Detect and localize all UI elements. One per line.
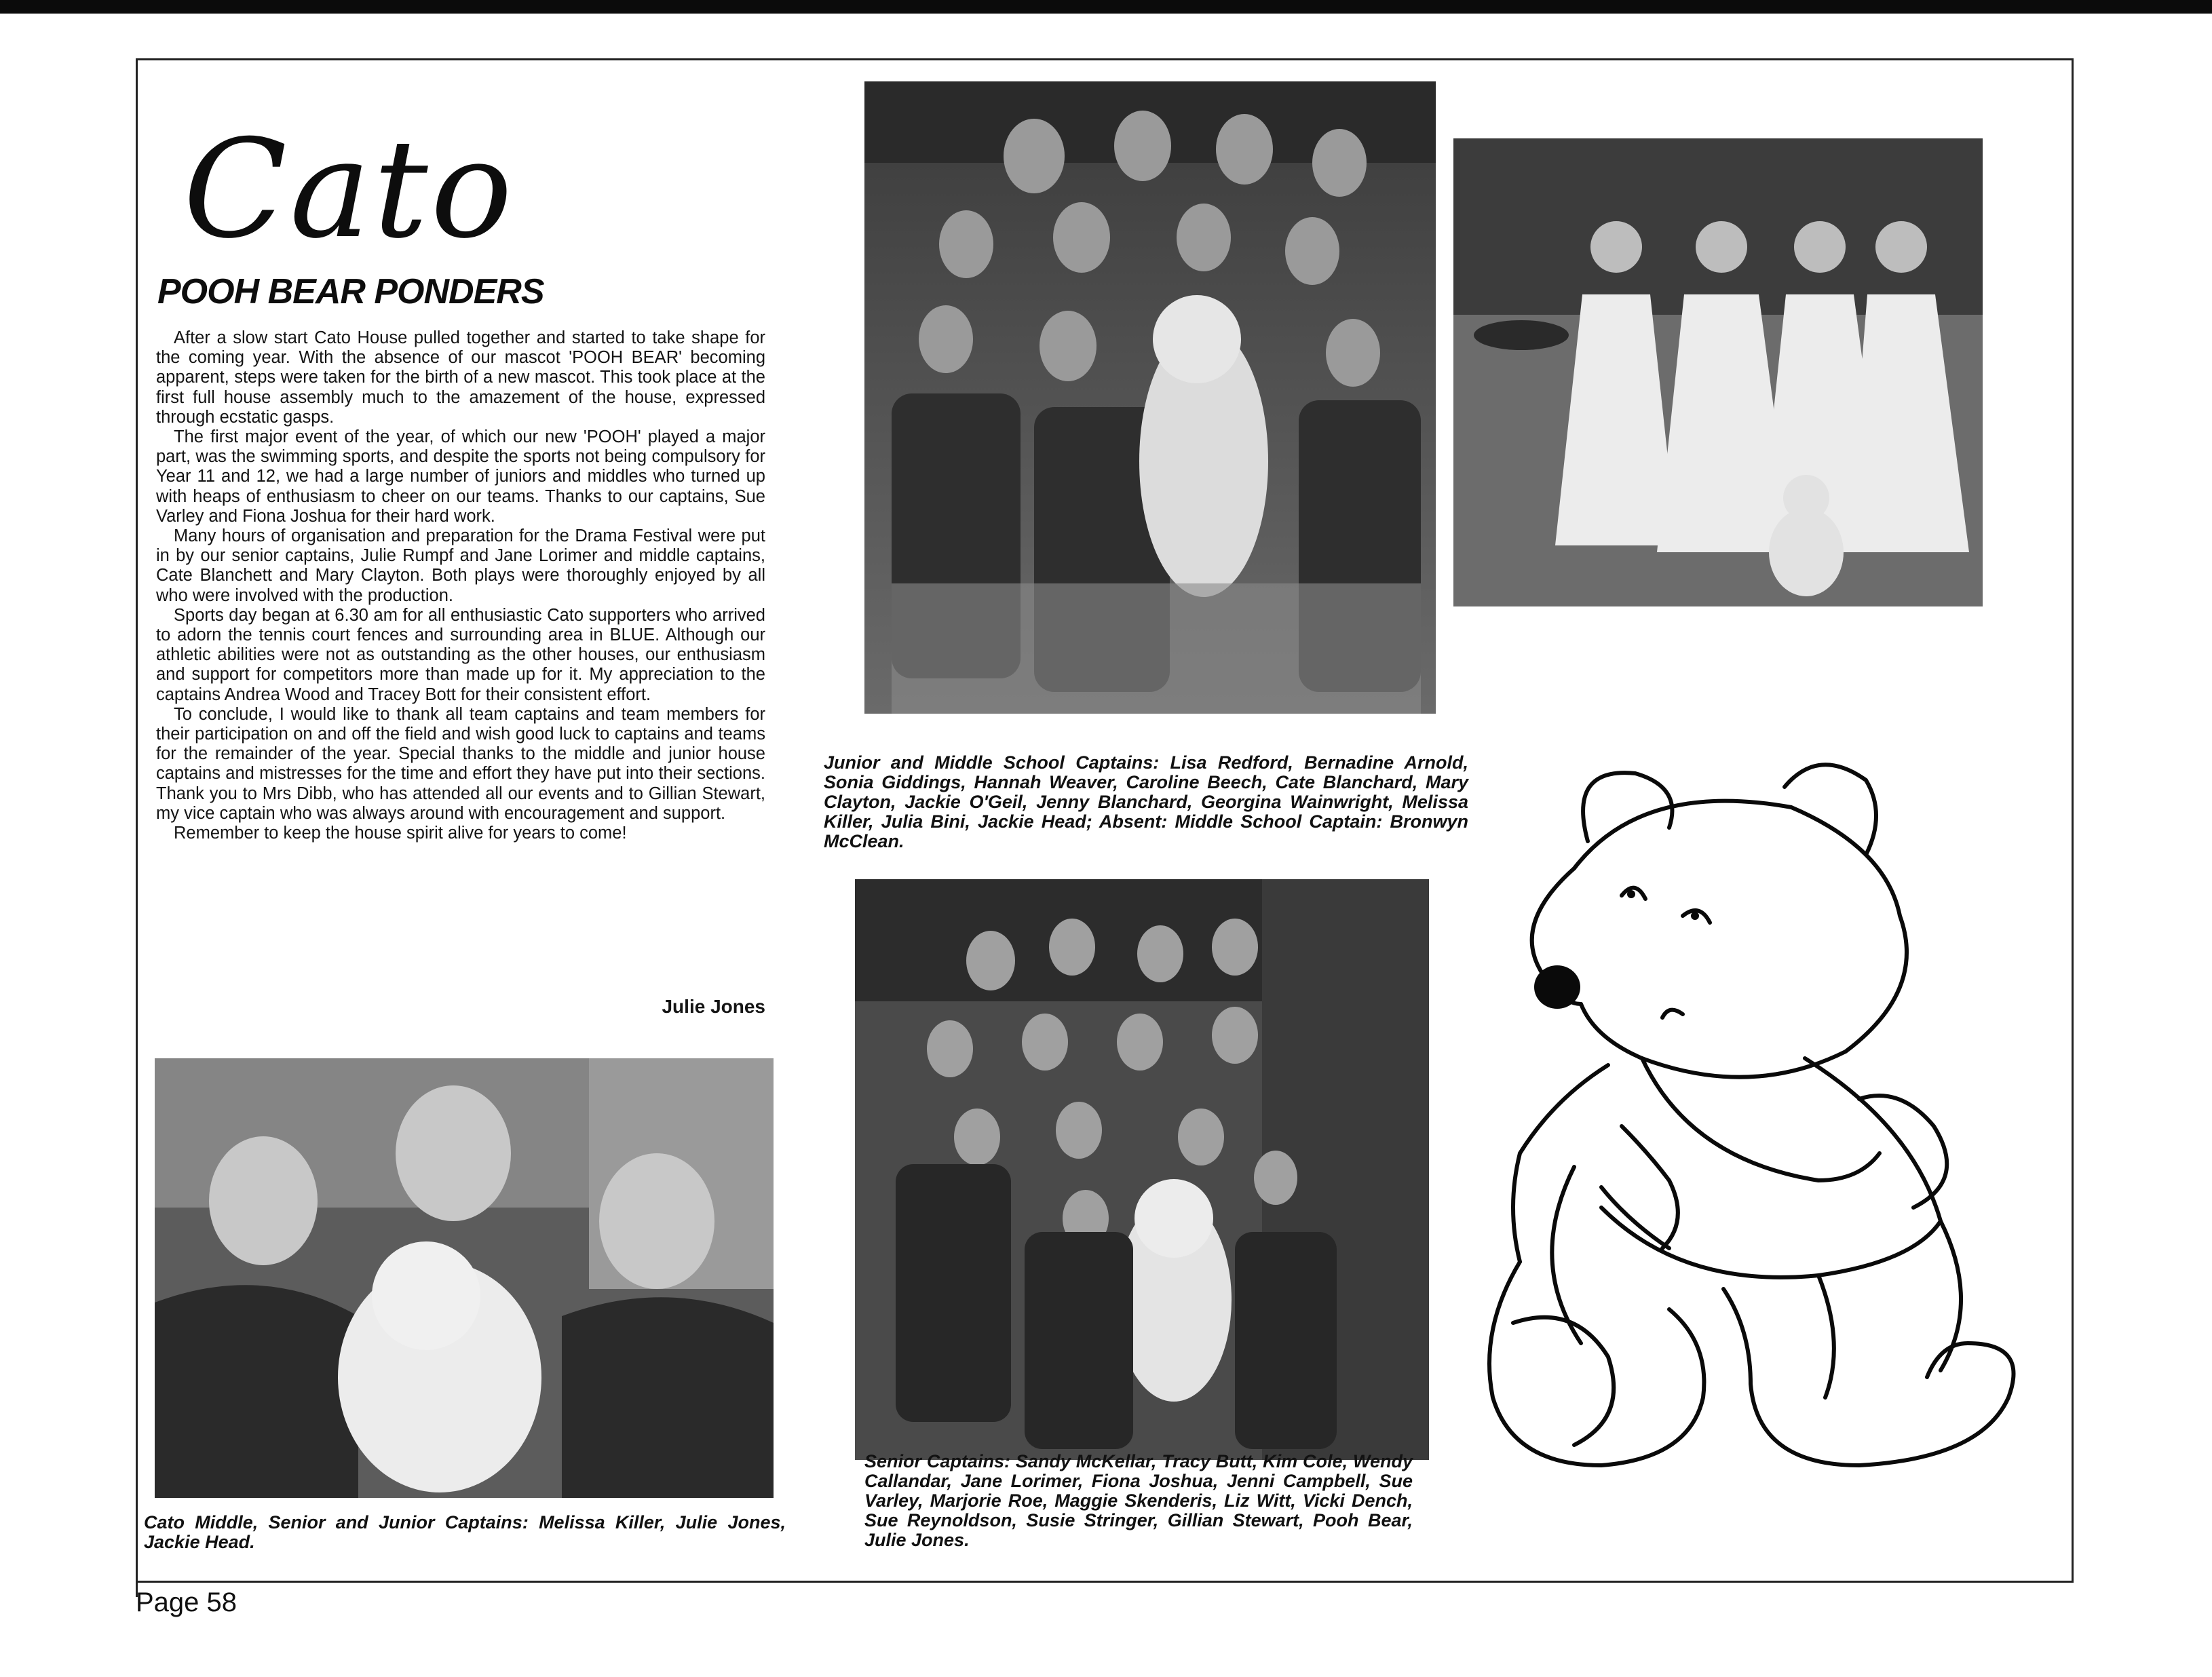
caption-senior-captains: Senior Captains: Sandy McKellar, Tracy Butt, Kim Cole, Wendy Callandar, Jane Lorimer, Fiona Joshua, Jenni Campbell, Sue Varley, Marjorie Roe, Maggie Skenderis, Liz Witt, Vicki Dench, Sue Reynoldson, Susie Stringer, Gillian Stewart, Pooh Bear, Julie Jones. bbox=[864, 1451, 1413, 1550]
photo-dresses-with-bear bbox=[1453, 138, 1983, 606]
article-paragraph: Remember to keep the house spirit alive for years to come! bbox=[174, 824, 627, 843]
page-number: Page 58 bbox=[136, 1587, 237, 1617]
photo-senior-captains bbox=[855, 879, 1429, 1460]
caption-house-captains: Cato Middle, Senior and Junior Captains: Melissa Killer, Julie Jones, Jackie Head. bbox=[144, 1512, 786, 1552]
article-paragraph: The first major event of the year, of which our new 'POOH' played a major part, was the swimming sports, and despite the sports not being compulsory for Year 11 and 12, we had a large number of juniors and middles who turned up with heaps of enthusiasm to cheer on our teams. Thanks to our captains, Sue Varley and Fiona Joshua for their hard work. bbox=[156, 427, 765, 526]
article-paragraph: Sports day began at 6.30 am for all enthusiastic Cato supporters who arrived to adorn the tennis court fences and surrounding area in BLUE. Although our athletic abilities were not as outstanding as the other houses, our enthusiasm and support for competitors more than made up for it. My appreciation to the captains Andrea Wood and Tracey Bott for their consistent effort. bbox=[156, 605, 765, 704]
scan-top-edge bbox=[0, 0, 2212, 14]
article-body bbox=[156, 328, 765, 843]
page-frame-bottom-rule bbox=[136, 1581, 2072, 1583]
photo-house-captains-with-bear bbox=[155, 1058, 774, 1498]
photo-junior-middle-captains bbox=[864, 81, 1436, 714]
article-paragraph: To conclude, I would like to thank all team captains and team members for their participation on and off the field and wish good luck to captains and teams for the remainder of the year. Special thanks to the middle and junior house captains and mistresses for the time and effort they have put into their sections. Thank you to Mrs Dibb, who has attended all our events and to Gillian Stewart, my vice captain who was always around with encouragement and support. bbox=[156, 704, 765, 823]
article-paragraph: After a slow start Cato House pulled together and started to take shape for the coming year. With the absence of our mascot 'POOH BEAR' becoming apparent, steps were taken for the birth of a new mascot. This took place at the first full house assembly much to the amazement of the house, expressed through ecstatic gasps. bbox=[156, 328, 765, 427]
article-paragraph: Many hours of organisation and preparation for the Drama Festival were put in by our senior captains, Julie Rumpf and Jane Lorimer and middle captains, Cate Blanchett and Mary Clayton. Both plays were thoroughly enjoyed by all who were involved with the production. bbox=[156, 526, 765, 605]
article-headline: POOH BEAR PONDERS bbox=[157, 272, 544, 311]
pooh-bear-illustration bbox=[1466, 746, 2049, 1499]
caption-junior-middle-captains: Junior and Middle School Captains: Lisa Redford, Bernadine Arnold, Sonia Giddings, Hannah Weaver, Caroline Beech, Cate Blanchard, Mary Clayton, Jackie O'Geil, Jenny Blanchard, Georgina Wainwright, Melissa Killer, Julia Bini, Jackie Head; Absent: Middle School Captain: Bronwyn McClean. bbox=[824, 752, 1468, 851]
article-author: Julie Jones bbox=[662, 996, 765, 1017]
house-title: Cato bbox=[183, 111, 516, 269]
